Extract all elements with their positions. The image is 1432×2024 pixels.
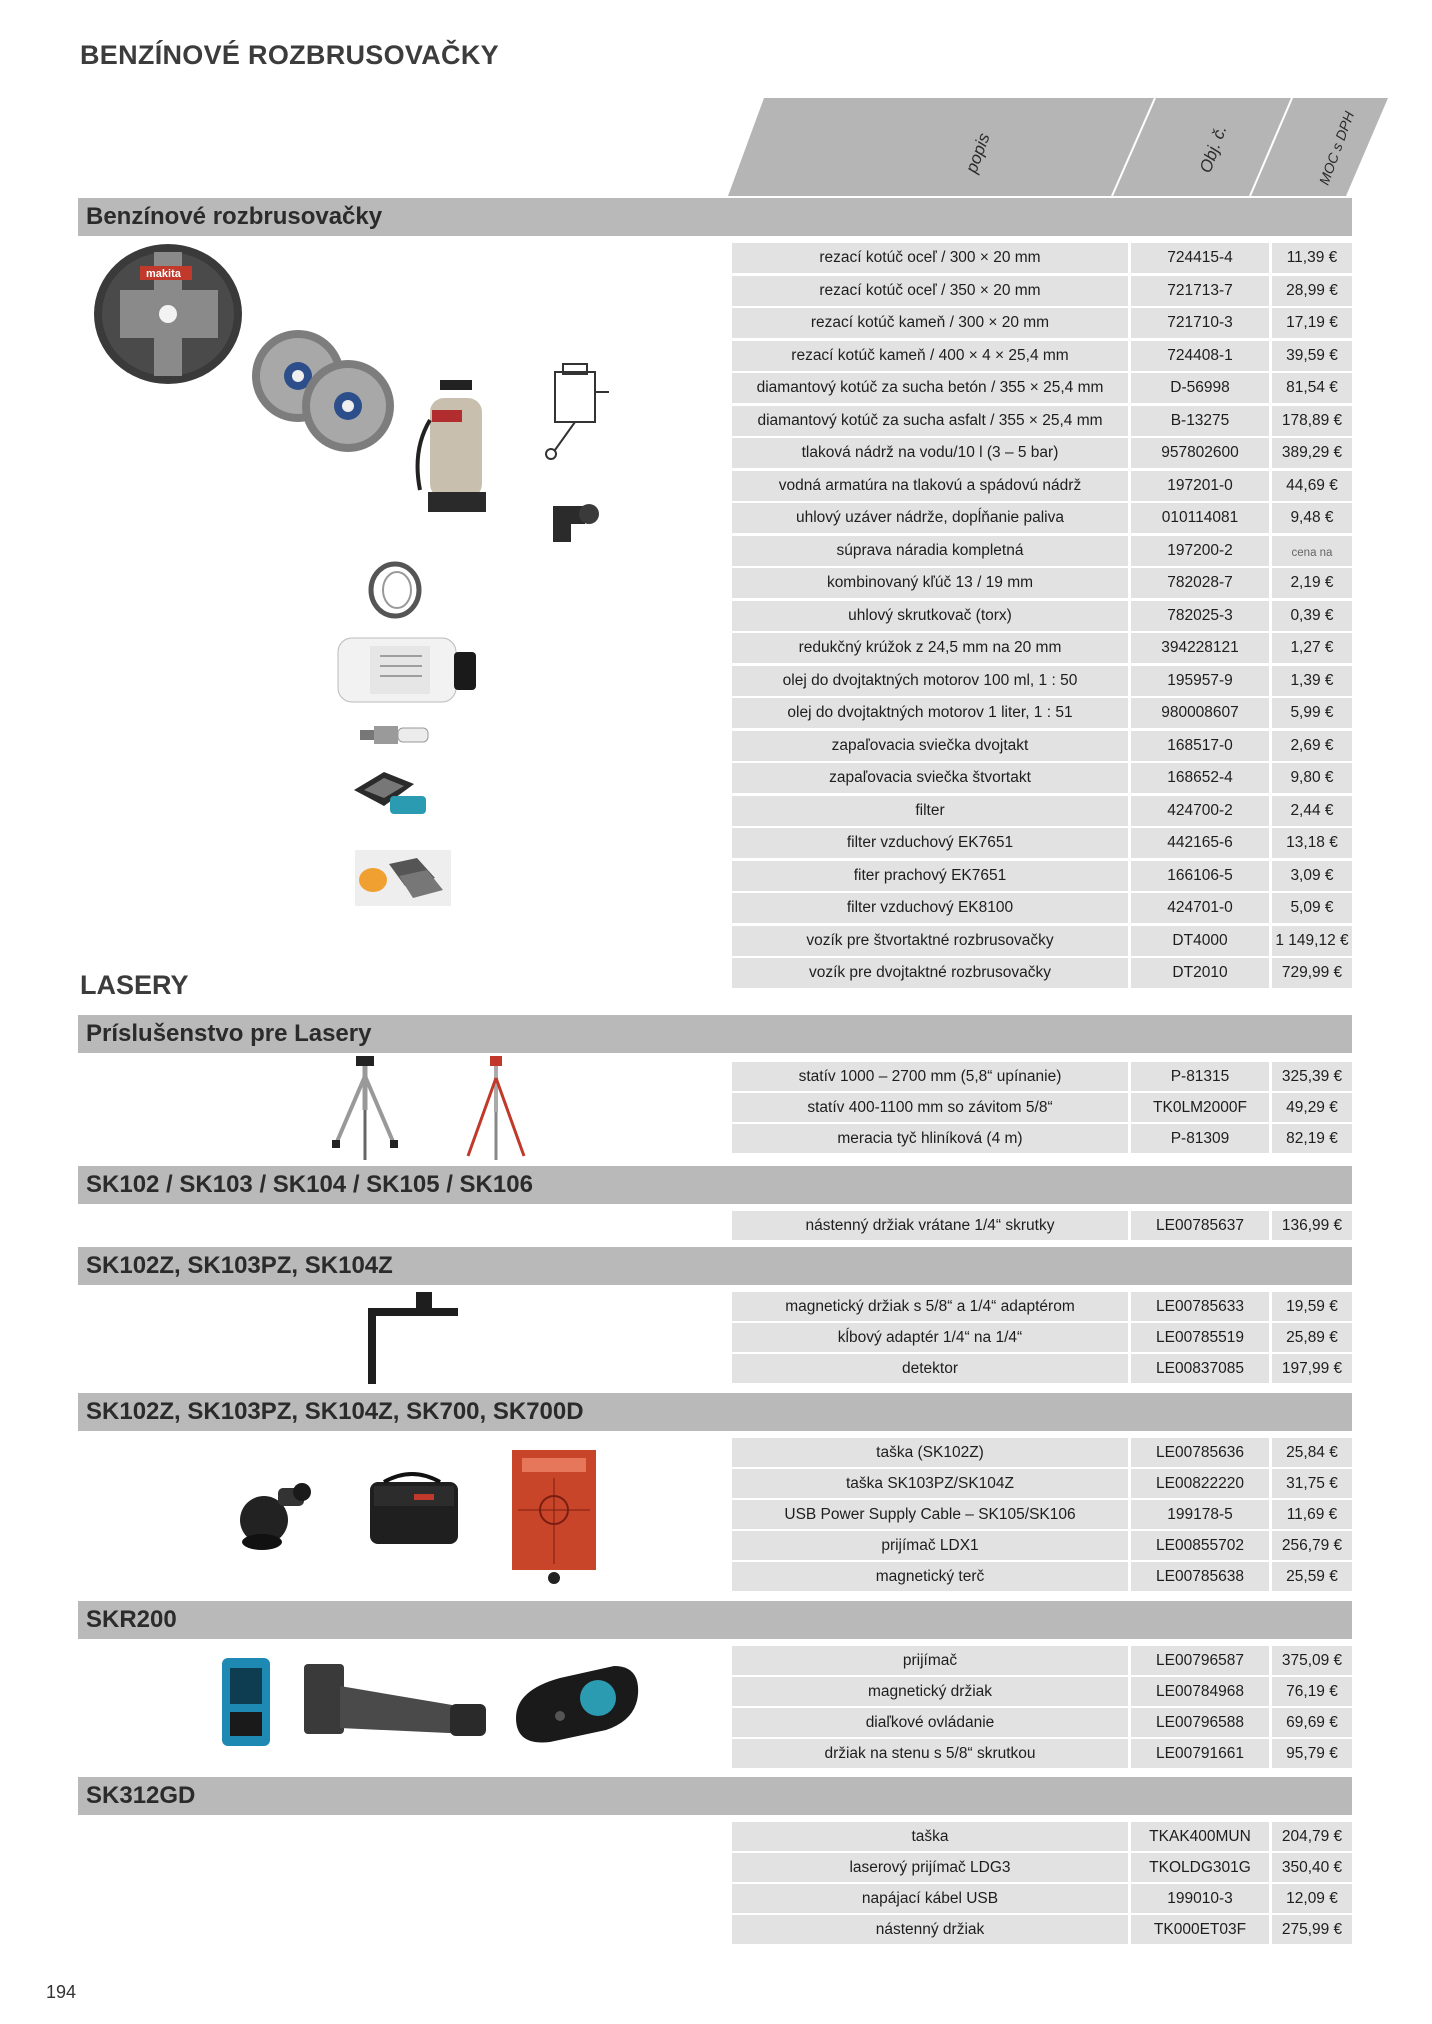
section-title-lasery: LASERY bbox=[80, 970, 189, 1000]
remote-control-image bbox=[510, 1660, 644, 1746]
item-description: USB Power Supply Cable – SK105/SK106 bbox=[732, 1500, 1128, 1529]
item-price: 1 149,12 € bbox=[1272, 926, 1352, 956]
table-row bbox=[732, 861, 1352, 891]
item-order-number: 724408-1 bbox=[1131, 341, 1269, 371]
table-row bbox=[732, 763, 1352, 793]
item-order-number: 782028-7 bbox=[1131, 568, 1269, 598]
item-price: 9,80 € bbox=[1272, 763, 1352, 793]
item-order-number: LE00785637 bbox=[1131, 1211, 1269, 1240]
item-price: 5,09 € bbox=[1272, 893, 1352, 923]
magnetic-clamp-image bbox=[300, 1656, 490, 1746]
item-order-number: 197200-2 bbox=[1131, 536, 1269, 566]
item-order-number: 980008607 bbox=[1131, 698, 1269, 728]
item-order-number: 168652-4 bbox=[1131, 763, 1269, 793]
item-price: 19,59 € bbox=[1272, 1292, 1352, 1321]
item-price: 0,39 € bbox=[1272, 601, 1352, 631]
item-order-number: 010114081 bbox=[1131, 503, 1269, 533]
item-description: diamantový kotúč za sucha betón / 355 × 25,4 mm bbox=[732, 373, 1128, 403]
item-order-number: P-81315 bbox=[1131, 1062, 1269, 1091]
tripod-red-image bbox=[464, 1056, 528, 1162]
item-price: 95,79 € bbox=[1272, 1739, 1352, 1768]
item-description: redukčný krúžok z 24,5 mm na 20 mm bbox=[732, 633, 1128, 663]
item-price: 25,59 € bbox=[1272, 1562, 1352, 1591]
page-number: 194 bbox=[46, 1982, 77, 2002]
item-description: statív 1000 – 2700 mm (5,8“ upínanie) bbox=[732, 1062, 1128, 1091]
item-price: 178,89 € bbox=[1272, 406, 1352, 436]
table-row bbox=[732, 633, 1352, 663]
column-popis: popis bbox=[961, 130, 994, 176]
item-order-number: 442165-6 bbox=[1131, 828, 1269, 858]
item-price: 39,59 € bbox=[1272, 341, 1352, 371]
table-row bbox=[732, 1739, 1352, 1768]
item-description: taška SK103PZ/SK104Z bbox=[732, 1469, 1128, 1498]
reduction-ring-image bbox=[365, 560, 425, 620]
item-description: rezací kotúč kameň / 400 × 4 × 25,4 mm bbox=[732, 341, 1128, 371]
item-price: 2,69 € bbox=[1272, 731, 1352, 761]
item-price: 2,19 € bbox=[1272, 568, 1352, 598]
item-order-number: D-56998 bbox=[1131, 373, 1269, 403]
table-row bbox=[732, 1677, 1352, 1706]
table-row bbox=[732, 1323, 1352, 1352]
item-description: rezací kotúč kameň / 300 × 20 mm bbox=[732, 308, 1128, 338]
table-row bbox=[732, 1853, 1352, 1882]
item-price: 44,69 € bbox=[1272, 471, 1352, 501]
item-order-number: LE00791661 bbox=[1131, 1739, 1269, 1768]
filter-image bbox=[350, 768, 430, 820]
column-moc: MOC s DPH bbox=[1315, 109, 1358, 188]
table-row bbox=[732, 406, 1352, 436]
item-price: 256,79 € bbox=[1272, 1531, 1352, 1560]
svg-text:makita: makita bbox=[146, 268, 181, 280]
table-row bbox=[732, 666, 1352, 696]
item-price: 729,99 € bbox=[1272, 958, 1352, 988]
item-order-number: LE00785638 bbox=[1131, 1562, 1269, 1591]
item-description: magnetický držiak s 5/8“ a 1/4“ adaptérom bbox=[732, 1292, 1128, 1321]
item-description: tlaková nádrž na vodu/10 l (3 – 5 bar) bbox=[732, 438, 1128, 468]
item-description: držiak na stenu s 5/8“ skrutkou bbox=[732, 1739, 1128, 1768]
section-bar-sk312gd: SK312GD bbox=[78, 1777, 1352, 1815]
item-price: 389,29 € bbox=[1272, 438, 1352, 468]
item-price: 5,99 € bbox=[1272, 698, 1352, 728]
item-description: napájací kábel USB bbox=[732, 1884, 1128, 1913]
table-row bbox=[732, 1469, 1352, 1498]
item-order-number: 195957-9 bbox=[1131, 666, 1269, 696]
table-row bbox=[732, 1438, 1352, 1467]
table-row bbox=[732, 1124, 1352, 1153]
cutting-disc-image bbox=[90, 242, 250, 387]
table-sk102-106 bbox=[732, 1211, 1352, 1242]
filter-set-image bbox=[355, 850, 451, 906]
item-order-number: LE00837085 bbox=[1131, 1354, 1269, 1383]
item-description: uhlový skrutkovač (torx) bbox=[732, 601, 1128, 631]
table-row bbox=[732, 341, 1352, 371]
item-description: súprava náradia kompletná bbox=[732, 536, 1128, 566]
diamond-discs-image bbox=[250, 328, 400, 453]
item-order-number: TK000ET03F bbox=[1131, 1915, 1269, 1944]
item-order-number: TKAK400MUN bbox=[1131, 1822, 1269, 1851]
table-row bbox=[732, 471, 1352, 501]
item-price: 31,75 € bbox=[1272, 1469, 1352, 1498]
table-row bbox=[732, 243, 1352, 273]
item-order-number: 424700-2 bbox=[1131, 796, 1269, 826]
table-row bbox=[732, 1562, 1352, 1591]
column-obj: Obj. č. bbox=[1195, 122, 1231, 176]
item-order-number: TK0LM2000F bbox=[1131, 1093, 1269, 1122]
table-row bbox=[732, 1531, 1352, 1560]
item-price: 69,69 € bbox=[1272, 1708, 1352, 1737]
item-order-number: LE00796587 bbox=[1131, 1646, 1269, 1675]
table-row bbox=[732, 1211, 1352, 1240]
item-description: vodná armatúra na tlakovú a spádovú nádrž bbox=[732, 471, 1128, 501]
carry-bag-image bbox=[364, 1470, 462, 1550]
table-row bbox=[732, 1292, 1352, 1321]
item-order-number: LE00784968 bbox=[1131, 1677, 1269, 1706]
item-description: vozík pre štvortaktné rozbrusovačky bbox=[732, 926, 1128, 956]
item-order-number: LE00785636 bbox=[1131, 1438, 1269, 1467]
item-order-number: 394228121 bbox=[1131, 633, 1269, 663]
table-row bbox=[732, 568, 1352, 598]
item-description: prijímač bbox=[732, 1646, 1128, 1675]
table-row bbox=[732, 1500, 1352, 1529]
item-description: taška (SK102Z) bbox=[732, 1438, 1128, 1467]
item-description: uhlový uzáver nádrže, dopĺňanie paliva bbox=[732, 503, 1128, 533]
table-row bbox=[732, 828, 1352, 858]
item-price: 81,54 € bbox=[1272, 373, 1352, 403]
page-title: BENZÍNOVÉ ROZBRUSOVAČKY bbox=[80, 40, 499, 70]
item-price: 375,09 € bbox=[1272, 1646, 1352, 1675]
item-order-number: LE00822220 bbox=[1131, 1469, 1269, 1498]
table-row bbox=[732, 698, 1352, 728]
magnetic-target-image bbox=[508, 1446, 600, 1586]
item-order-number: 721710-3 bbox=[1131, 308, 1269, 338]
item-description: nástenný držiak vrátane 1/4“ skrutky bbox=[732, 1211, 1128, 1240]
item-description: taška bbox=[732, 1822, 1128, 1851]
item-order-number: 782025-3 bbox=[1131, 601, 1269, 631]
joint-adapter-image bbox=[228, 1474, 314, 1554]
table-row bbox=[732, 796, 1352, 826]
item-description: vozík pre dvojtaktné rozbrusovačky bbox=[732, 958, 1128, 988]
item-price: 25,84 € bbox=[1272, 1438, 1352, 1467]
item-price: 11,39 € bbox=[1272, 243, 1352, 273]
item-description: detektor bbox=[732, 1354, 1128, 1383]
section-bar-skr200: SKR200 bbox=[78, 1601, 1352, 1639]
item-description: filter vzduchový EK8100 bbox=[732, 893, 1128, 923]
angle-cap-image bbox=[545, 496, 605, 546]
item-order-number: 197201-0 bbox=[1131, 471, 1269, 501]
column-header bbox=[728, 98, 1388, 196]
item-order-number: LE00785633 bbox=[1131, 1292, 1269, 1321]
item-price: 325,39 € bbox=[1272, 1062, 1352, 1091]
section-bar-prislusenstvo: Príslušenstvo pre Lasery bbox=[78, 1015, 1352, 1053]
item-description: nástenný držiak bbox=[732, 1915, 1128, 1944]
item-description: fiter prachový EK7651 bbox=[732, 861, 1128, 891]
item-order-number: 166106-5 bbox=[1131, 861, 1269, 891]
item-price: cena na bbox=[1272, 536, 1352, 566]
item-description: magnetický držiak bbox=[732, 1677, 1128, 1706]
item-price: 28,99 € bbox=[1272, 276, 1352, 306]
item-order-number: TKOLDG301G bbox=[1131, 1853, 1269, 1882]
table-row bbox=[732, 1884, 1352, 1913]
item-order-number: P-81309 bbox=[1131, 1124, 1269, 1153]
magnetic-holder-image bbox=[360, 1290, 460, 1386]
item-description: filter vzduchový EK7651 bbox=[732, 828, 1128, 858]
item-order-number: 724415-4 bbox=[1131, 243, 1269, 273]
item-price: 1,39 € bbox=[1272, 666, 1352, 696]
item-order-number: 199178-5 bbox=[1131, 1500, 1269, 1529]
table-row bbox=[732, 926, 1352, 956]
table-row bbox=[732, 1915, 1352, 1944]
section-bar-sk102z: SK102Z, SK103PZ, SK104Z bbox=[78, 1247, 1352, 1285]
item-order-number: B-13275 bbox=[1131, 406, 1269, 436]
item-description: meracia tyč hliníková (4 m) bbox=[732, 1124, 1128, 1153]
section-bar-sk700: SK102Z, SK103PZ, SK104Z, SK700, SK700D bbox=[78, 1393, 1352, 1431]
item-price: 204,79 € bbox=[1272, 1822, 1352, 1851]
table-row bbox=[732, 308, 1352, 338]
section-bar-sk102-106: SK102 / SK103 / SK104 / SK105 / SK106 bbox=[78, 1166, 1352, 1204]
item-description: olej do dvojtaktných motorov 100 ml, 1 : 50 bbox=[732, 666, 1128, 696]
item-price: 3,09 € bbox=[1272, 861, 1352, 891]
table-sk102z bbox=[732, 1292, 1352, 1385]
item-description: kombinovaný kľúč 13 / 19 mm bbox=[732, 568, 1128, 598]
item-order-number: LE00855702 bbox=[1131, 1531, 1269, 1560]
item-description: diamantový kotúč za sucha asfalt / 355 × 25,4 mm bbox=[732, 406, 1128, 436]
item-description: magnetický terč bbox=[732, 1562, 1128, 1591]
table-sk312gd bbox=[732, 1822, 1352, 1946]
item-price: 25,89 € bbox=[1272, 1323, 1352, 1352]
water-fitting-sketch bbox=[535, 362, 615, 462]
table-row bbox=[732, 958, 1352, 988]
table-row bbox=[732, 601, 1352, 631]
table-skr200 bbox=[732, 1646, 1352, 1770]
table-row bbox=[732, 1646, 1352, 1675]
spark-plug-image bbox=[358, 718, 434, 752]
item-description: statív 400-1100 mm so závitom 5/8“ bbox=[732, 1093, 1128, 1122]
item-description: rezací kotúč oceľ / 350 × 20 mm bbox=[732, 276, 1128, 306]
table-row bbox=[732, 731, 1352, 761]
table-prislusenstvo bbox=[732, 1062, 1352, 1155]
item-description: prijímač LDX1 bbox=[732, 1531, 1128, 1560]
item-price: 82,19 € bbox=[1272, 1124, 1352, 1153]
item-price: 350,40 € bbox=[1272, 1853, 1352, 1882]
table-row bbox=[732, 1708, 1352, 1737]
item-order-number: 168517-0 bbox=[1131, 731, 1269, 761]
table-row bbox=[732, 438, 1352, 468]
item-description: rezací kotúč oceľ / 300 × 20 mm bbox=[732, 243, 1128, 273]
item-description: olej do dvojtaktných motorov 1 liter, 1 : 51 bbox=[732, 698, 1128, 728]
item-order-number: 957802600 bbox=[1131, 438, 1269, 468]
item-order-number: LE00796588 bbox=[1131, 1708, 1269, 1737]
item-price: 2,44 € bbox=[1272, 796, 1352, 826]
table-row bbox=[732, 276, 1352, 306]
item-order-number: 721713-7 bbox=[1131, 276, 1269, 306]
table-benzinove bbox=[732, 243, 1352, 991]
item-price: 12,09 € bbox=[1272, 1884, 1352, 1913]
item-price: 9,48 € bbox=[1272, 503, 1352, 533]
item-description: zapaľovacia sviečka dvojtakt bbox=[732, 731, 1128, 761]
tripod-image bbox=[330, 1056, 400, 1162]
item-description: laserový prijímač LDG3 bbox=[732, 1853, 1128, 1882]
item-description: diaľkové ovládanie bbox=[732, 1708, 1128, 1737]
item-order-number: LE00785519 bbox=[1131, 1323, 1269, 1352]
oil-bottle-image bbox=[330, 632, 480, 708]
item-order-number: DT2010 bbox=[1131, 958, 1269, 988]
item-price: 17,19 € bbox=[1272, 308, 1352, 338]
table-sk700 bbox=[732, 1438, 1352, 1593]
item-order-number: 199010-3 bbox=[1131, 1884, 1269, 1913]
section-bar-benzinove: Benzínové rozbrusovačky bbox=[78, 198, 1352, 236]
pressure-tank-image bbox=[410, 380, 500, 520]
item-price: 1,27 € bbox=[1272, 633, 1352, 663]
table-row bbox=[732, 893, 1352, 923]
receiver-image bbox=[218, 1654, 274, 1750]
item-price: 49,29 € bbox=[1272, 1093, 1352, 1122]
item-price: 11,69 € bbox=[1272, 1500, 1352, 1529]
item-price: 136,99 € bbox=[1272, 1211, 1352, 1240]
table-row bbox=[732, 1822, 1352, 1851]
item-price: 76,19 € bbox=[1272, 1677, 1352, 1706]
table-row bbox=[732, 373, 1352, 403]
table-row bbox=[732, 503, 1352, 533]
item-price: 13,18 € bbox=[1272, 828, 1352, 858]
item-description: kĺbový adaptér 1/4“ na 1/4“ bbox=[732, 1323, 1128, 1352]
item-order-number: DT4000 bbox=[1131, 926, 1269, 956]
table-row bbox=[732, 1093, 1352, 1122]
item-description: filter bbox=[732, 796, 1128, 826]
item-price: 197,99 € bbox=[1272, 1354, 1352, 1383]
item-order-number: 424701-0 bbox=[1131, 893, 1269, 923]
table-row bbox=[732, 1062, 1352, 1091]
table-row bbox=[732, 1354, 1352, 1383]
item-price: 275,99 € bbox=[1272, 1915, 1352, 1944]
item-description: zapaľovacia sviečka štvortakt bbox=[732, 763, 1128, 793]
table-row bbox=[732, 536, 1352, 566]
